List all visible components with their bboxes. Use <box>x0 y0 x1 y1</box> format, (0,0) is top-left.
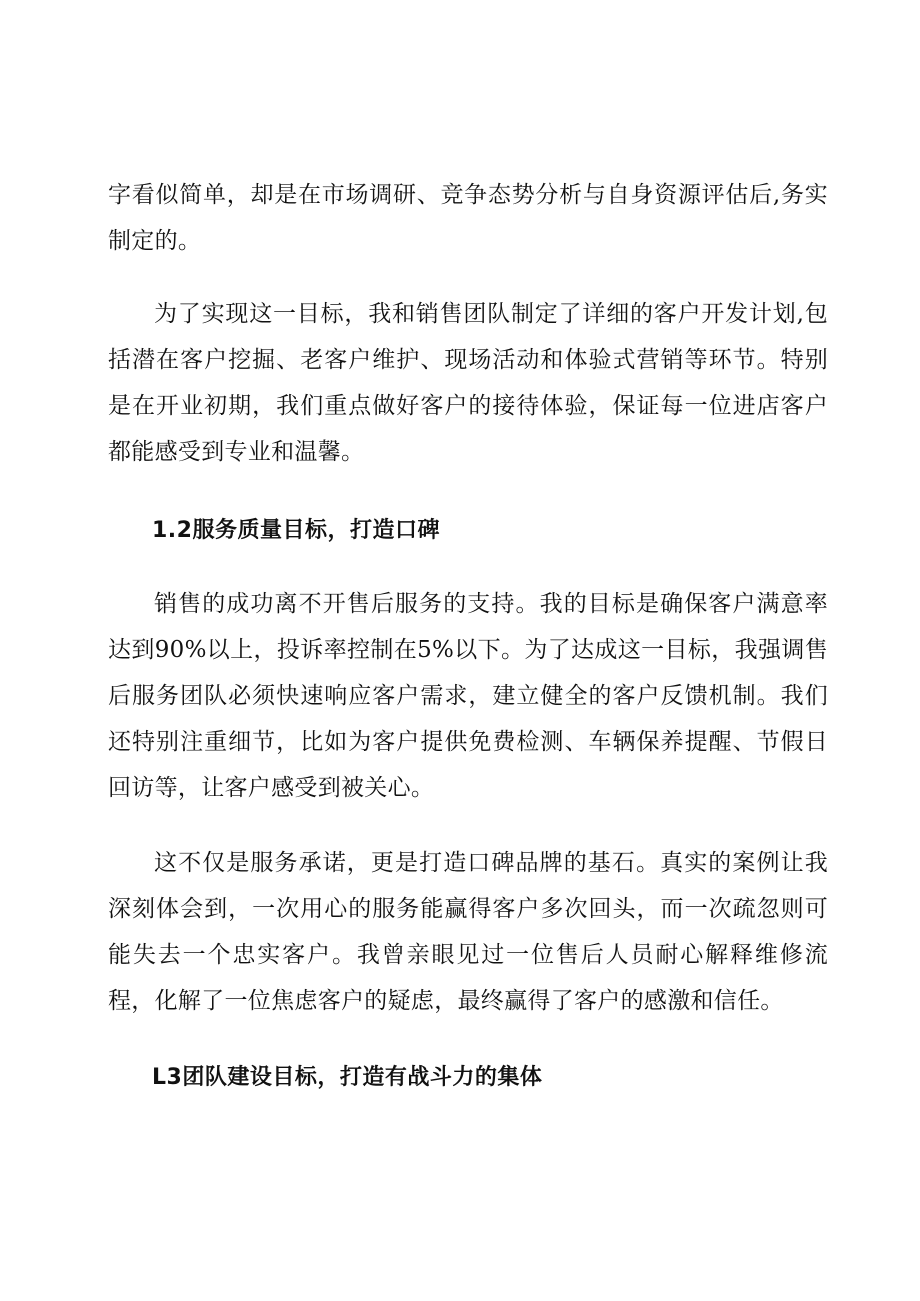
paragraph-after-sales-goal: 销售的成功离不开售后服务的支持。我的目标是确保客户满意率达到90%以上，投诉率控制在5%以下。为了达成这一目标，我强调售后服务团队必须快速响应客户需求，建立健全的客户反馈机制。我们还特别注重细节，比如为客户提供免费检测、车辆保养提醒、节假日回访等，让客户感受到被关心。 <box>108 591 828 801</box>
section-heading-team-building: L3团队建设目标，打造有战斗力的集体 <box>152 1065 543 1090</box>
section-heading-service-quality: 1.2服务质量目标，打造口碑 <box>152 518 440 543</box>
paragraph-customer-plan: 为了实现这一目标，我和销售团队制定了详细的客户开发计划,包括潜在客户挖掘、老客户维护、现场活动和体验式营销等环节。特别是在开业初期，我们重点做好客户的接待体验，保证每一位进店客户都能感受到专业和温馨。 <box>108 301 828 465</box>
paragraph-reputation-case: 这不仅是服务承诺，更是打造口碑品牌的基石。真实的案例让我深刻体会到，一次用心的服务能赢得客户多次回头，而一次疏忽则可能失去一个忠实客户。我曾亲眼见过一位售后人员耐心解释维修流程，化解了一位焦虑客户的疑虑，最终赢得了客户的感激和信任。 <box>108 850 828 1014</box>
paragraph-continuation: 字看似简单，却是在市场调研、竞争态势分析与自身资源评估后,务实制定的。 <box>108 182 828 254</box>
